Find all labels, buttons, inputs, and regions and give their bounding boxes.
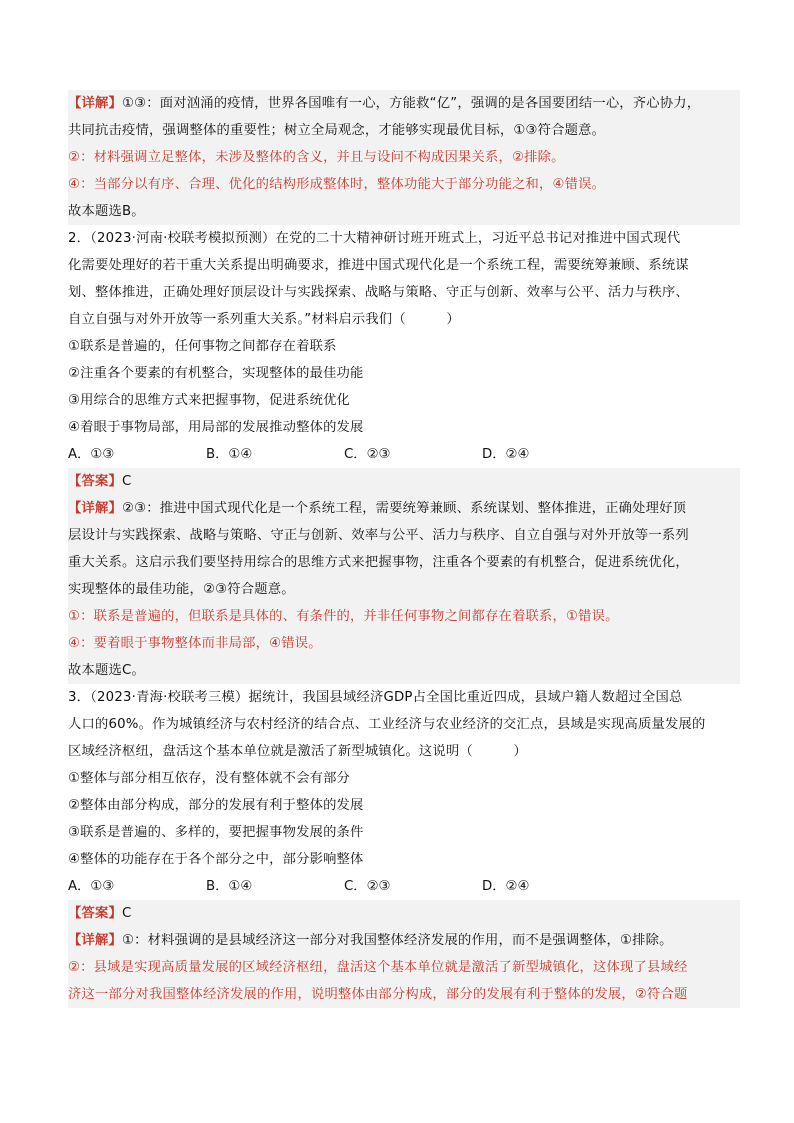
q1-explain-line: 【详解】①③：面对汹涌的疫情，世界各国唯有一心，方能救“亿”，强调的是各国要团结一心，齐心协力，	[68, 96, 701, 111]
q1-conclusion: 故本题选B。	[68, 204, 145, 219]
answer-value: C	[122, 906, 132, 921]
option-d: D．②④	[482, 447, 530, 462]
answer-tag: 【答案】	[68, 906, 122, 921]
option-c: C．②③	[344, 447, 391, 462]
q3-stem-line: 3．（2023·青海·校联考三模）据统计，我国县域经济GDP占全国比重近四成，县域户籍人数超过全国总	[68, 690, 683, 705]
explain-tag: 【详解】	[68, 96, 122, 111]
q2-explain-red-line: ④：要着眼于事物整体而非局部，④错误。	[68, 636, 322, 651]
q3-options	[68, 873, 740, 900]
explain-tag: 【详解】	[68, 501, 122, 516]
q3-stem-line: 人口的60%。作为城镇经济与农村经济的结合点、工业经济与农业经济的交汇点，县域是实现高质量发展的	[68, 717, 706, 732]
question-3	[68, 684, 740, 900]
option-b: B．①④	[206, 447, 253, 462]
q2-explain-red-line: ①：联系是普遍的，但联系是具体的、有条件的，并非任何事物之间都存在着联系，①错误。	[68, 609, 619, 624]
q2-item: ④着眼于事物局部，用局部的发展推动整体的发展	[68, 420, 364, 435]
q2-options	[68, 441, 740, 468]
q2-stem-line: 自立自强与对外开放等一系列重大关系。”材料启示我们（ ）	[68, 312, 460, 327]
q3-item: ①整体与部分相互依存，没有整体就不会有部分	[68, 771, 351, 786]
q2-explain-line: 实现整体的最佳功能，②③符合题意。	[68, 582, 295, 597]
option-a: A．①③	[68, 447, 115, 462]
q1-explanation	[68, 90, 740, 225]
q3-explain-red-line: 济这一部分对我国整体经济发展的作用，说明整体由部分构成，部分的发展有利于整体的发展，②符合题	[68, 987, 688, 1002]
q3-item: ③联系是普遍的、多样的，要把握事物发展的条件	[68, 825, 364, 840]
q2-stem-line: 划、整体推进，正确处理好顶层设计与实践探索、战略与策略、守正与创新、效率与公平、活力与秩序、	[68, 285, 689, 300]
explain-tag: 【详解】	[68, 933, 122, 948]
q2-conclusion: 故本题选C。	[68, 663, 145, 678]
answer-value: C	[122, 474, 132, 489]
question-2	[68, 225, 740, 468]
q2-item: ②注重各个要素的有机整合，实现整体的最佳功能	[68, 366, 364, 381]
q2-explain-line: 层设计与实践探索、战略与策略、守正与创新、效率与公平、活力与秩序、自立自强与对外开放等一系列	[68, 528, 689, 543]
q2-answer	[68, 468, 740, 495]
q2-item: ③用综合的思维方式来把握事物，促进系统优化	[68, 393, 351, 408]
q2-answer-block	[68, 468, 740, 684]
option-c: C．②③	[344, 879, 391, 894]
q2-stem-line: 2．（2023·河南·校联考模拟预测）在党的二十大精神研讨班开班式上，习近平总书记对推进中国式现代	[68, 231, 681, 246]
q1-explain-line: 共同抗击疫情，强调整体的重要性；树立全局观念，才能够实现最优目标，①③符合题意。	[68, 123, 606, 138]
q3-explain-red-line: ②：县域是实现高质量发展的区域经济枢纽，盘活这个基本单位就是激活了新型城镇化，这体现了县域经	[68, 960, 688, 975]
q3-answer-block	[68, 900, 740, 1008]
document-page	[68, 90, 740, 1008]
q2-explain-line: 【详解】②③：推进中国式现代化是一个系统工程，需要统筹兼顾、系统谋划、整体推进，正确处理好顶	[68, 501, 687, 516]
q1-explain-red-line: ④：当部分以有序、合理、优化的结构形成整体时，整体功能大于部分功能之和，④错误。	[68, 177, 606, 192]
option-b: B．①④	[206, 879, 253, 894]
q2-stem-line: 化需要处理好的若干重大关系提出明确要求，推进中国式现代化是一个系统工程，需要统筹兼顾、系统谋	[68, 258, 689, 273]
option-a: A．①③	[68, 879, 115, 894]
q3-stem-line: 区域经济枢纽，盘活这个基本单位就是激活了新型城镇化。这说明（ ）	[68, 744, 527, 759]
option-d: D．②④	[482, 879, 530, 894]
q1-explain-red-line: ②：材料强调立足整体，未涉及整体的含义，并且与设问不构成因果关系，②排除。	[68, 150, 565, 165]
q3-item: ②整体由部分构成，部分的发展有利于整体的发展	[68, 798, 364, 813]
q2-explain-line: 重大关系。这启示我们要坚持用综合的思维方式来把握事物，注重各个要素的有机整合，促进系统优化，	[68, 555, 689, 570]
q3-item: ④整体的功能存在于各个部分之中，部分影响整体	[68, 852, 364, 867]
q3-explain-line: 【详解】①：材料强调的是县域经济这一部分对我国整体经济发展的作用，而不是强调整体，①排除。	[68, 933, 673, 948]
q3-answer	[68, 900, 740, 927]
answer-tag: 【答案】	[68, 474, 122, 489]
q2-item: ①联系是普遍的，任何事物之间都存在着联系	[68, 339, 337, 354]
